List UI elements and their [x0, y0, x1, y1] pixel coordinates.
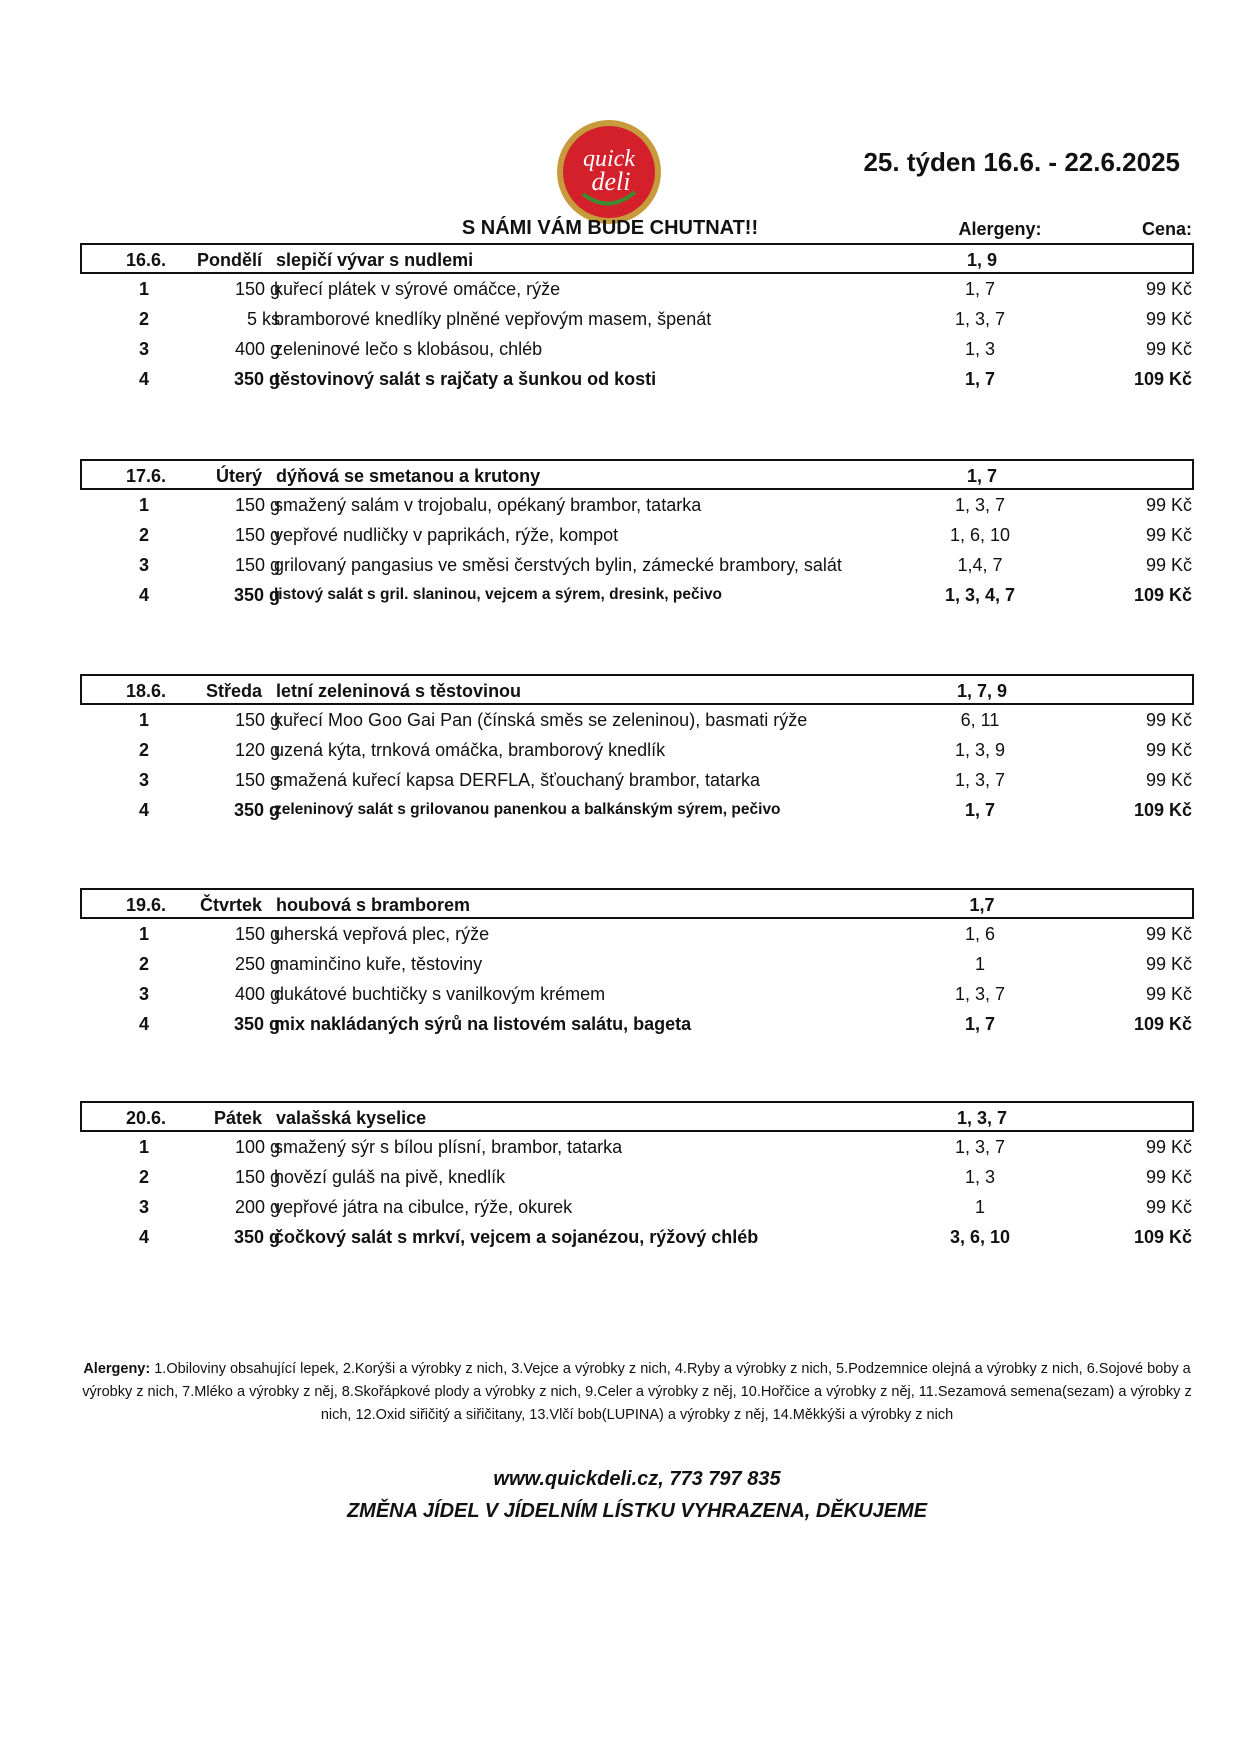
item-price: 99 Kč [1145, 984, 1192, 1004]
item-price: 99 Kč [1145, 525, 1192, 545]
item-quantity: 150 g [234, 770, 280, 790]
item-quantity: 100 g [234, 1137, 280, 1157]
change-notice: ZMĚNA JÍDEL V JÍDELNÍM LÍSTKU VYHRAZENA, DĚKUJEME [346, 1500, 928, 1522]
soup-allergens: 1, 9 [966, 250, 998, 270]
legend-text: 1.Obiloviny obsahující lepek, 2.Korýši a výrobky z nich, 3.Vejce a výrobky z nich, 4.Ryby a výrobky z nich, 5.Podzemnice olejná a výrobky z nich, 6.Sojové boby a výrobky z nich, 7.Mléko a výrobky z něj, 8.Skořápkové plody a výrobky z nich, 9.Celer a výrobky z něj, 10.Hořčice a výrobky z něj, 11.Sezamová semena(sezam) a výrobky z nich, 12.Oxid siřičitý a siřičitany, 13.Vlčí bob(LUPINA) a výrobky z něj, 14.Měkkýši a výrobky z nich [82, 1361, 1192, 1423]
item-name: zeleninový salát s grilovanou panenkou a balkánským sýrem, pečivo [274, 801, 781, 818]
day-header [80, 1101, 1194, 1132]
item-name: uzená kýta, trnková omáčka, bramborový knedlík [274, 740, 666, 760]
quick-deli-logo [555, 118, 663, 226]
item-name: těstovinový salát s rajčaty a šunkou od kosti [274, 369, 657, 389]
item-name: zeleninové lečo s klobásou, chléb [274, 339, 543, 359]
item-price: 99 Kč [1145, 1167, 1192, 1187]
item-allergens: 1, 3 [964, 1167, 996, 1187]
item-allergens: 1, 7 [964, 279, 996, 299]
menu-row [80, 1192, 1194, 1222]
item-quantity: 150 g [234, 710, 280, 730]
item-quantity: 200 g [234, 1197, 280, 1217]
menu-row [80, 304, 1194, 334]
menu-row [80, 979, 1194, 1009]
day-name: Středa [205, 681, 262, 701]
menu-row [80, 1222, 1194, 1252]
item-allergens: 1 [974, 954, 985, 974]
item-quantity: 150 g [234, 279, 280, 299]
item-allergens: 1, 3, 9 [954, 740, 1006, 760]
item-allergens: 1, 3, 4, 7 [944, 585, 1016, 605]
item-price: 99 Kč [1145, 555, 1192, 575]
price-column-header: Cena: [1141, 219, 1192, 239]
soup-name: slepičí vývar s nudlemi [276, 250, 474, 270]
menu-row [80, 580, 1194, 610]
item-quantity: 350 g [233, 800, 280, 820]
item-price: 99 Kč [1145, 309, 1192, 329]
day-header [80, 243, 1194, 274]
soup-allergens: 1,7 [969, 895, 995, 915]
menu-row [80, 520, 1194, 550]
day-section-thursday [80, 888, 1194, 1039]
item-number: 3 [138, 339, 149, 359]
item-quantity: 350 g [233, 1014, 280, 1034]
item-number: 4 [138, 1227, 149, 1247]
item-price: 109 Kč [1133, 800, 1192, 820]
item-allergens: 1,4, 7 [957, 555, 1003, 575]
item-allergens: 1, 3, 7 [954, 984, 1006, 1004]
item-name: čočkový salát s mrkví, vejcem a sojanézou, rýžový chléb [274, 1227, 759, 1247]
day-section-monday [80, 243, 1194, 394]
item-price: 99 Kč [1145, 1197, 1192, 1217]
item-number: 3 [138, 555, 149, 575]
menu-row [80, 949, 1194, 979]
item-price: 99 Kč [1145, 339, 1192, 359]
item-number: 4 [138, 585, 149, 605]
item-quantity: 150 g [234, 525, 280, 545]
item-name: smažená kuřecí kapsa DERFLA, šťouchaný brambor, tatarka [274, 770, 760, 790]
item-quantity: 120 g [234, 740, 280, 760]
day-header [80, 674, 1194, 705]
item-number: 3 [138, 1197, 149, 1217]
item-name: grilovaný pangasius ve směsi čerstvých bylin, zámecké brambory, salát [274, 555, 842, 575]
item-number: 1 [138, 1137, 149, 1157]
item-quantity: 5 ks [246, 309, 280, 329]
menu-row [80, 550, 1194, 580]
item-name: kuřecí plátek v sýrové omáčce, rýže [274, 279, 561, 299]
soup-name: valašská kyselice [276, 1108, 427, 1128]
item-number: 1 [138, 279, 149, 299]
item-number: 4 [138, 800, 149, 820]
item-allergens: 1, 6, 10 [949, 525, 1011, 545]
item-allergens: 1, 3, 7 [954, 1137, 1006, 1157]
item-price: 99 Kč [1145, 924, 1192, 944]
day-header [80, 459, 1194, 490]
item-price: 99 Kč [1145, 1137, 1192, 1157]
item-number: 1 [138, 495, 149, 515]
item-name: mix nakládaných sýrů na listovém salátu, bageta [274, 1014, 692, 1034]
item-name: hovězí guláš na pivě, knedlík [274, 1167, 506, 1187]
menu-row [80, 795, 1194, 825]
item-number: 3 [138, 770, 149, 790]
item-allergens: 1 [974, 1197, 985, 1217]
item-allergens: 6, 11 [960, 710, 1000, 730]
item-quantity: 150 g [234, 555, 280, 575]
menu-row [80, 334, 1194, 364]
item-name: maminčino kuře, těstoviny [274, 954, 483, 974]
item-number: 2 [138, 525, 149, 545]
item-price: 99 Kč [1145, 710, 1192, 730]
item-price: 109 Kč [1133, 1014, 1192, 1034]
item-price: 109 Kč [1133, 585, 1192, 605]
day-date: 17.6. [125, 466, 167, 486]
menu-row [80, 364, 1194, 394]
day-section-wednesday [80, 674, 1194, 825]
item-allergens: 1, 3, 7 [954, 770, 1006, 790]
item-quantity: 150 g [234, 1167, 280, 1187]
day-name: Pátek [213, 1108, 262, 1128]
item-name: smažený sýr s bílou plísní, brambor, tatarka [274, 1137, 623, 1157]
logo-text-quick: quick [583, 146, 635, 172]
item-quantity: 150 g [234, 495, 280, 515]
item-number: 2 [138, 954, 149, 974]
menu-row [80, 765, 1194, 795]
item-quantity: 150 g [234, 924, 280, 944]
week-title: 25. týden 16.6. - 22.6.2025 [863, 147, 1180, 177]
item-number: 1 [138, 710, 149, 730]
soup-allergens: 1, 3, 7 [956, 1108, 1008, 1128]
item-number: 2 [138, 1167, 149, 1187]
item-name: smažený salám v trojobalu, opékaný brambor, tatarka [274, 495, 702, 515]
item-price: 99 Kč [1145, 740, 1192, 760]
item-allergens: 1, 6 [964, 924, 996, 944]
item-allergens: 1, 3 [964, 339, 996, 359]
item-number: 4 [138, 369, 149, 389]
item-number: 1 [138, 924, 149, 944]
soup-allergens: 1, 7 [966, 466, 998, 486]
menu-row [80, 1162, 1194, 1192]
item-price: 99 Kč [1145, 770, 1192, 790]
menu-row [80, 919, 1194, 949]
item-name: bramborové knedlíky plněné vepřovým masem, špenát [274, 309, 712, 329]
item-quantity: 350 g [233, 1227, 280, 1247]
item-price: 99 Kč [1145, 954, 1192, 974]
menu-row [80, 705, 1194, 735]
item-allergens: 1, 7 [964, 1014, 996, 1034]
day-header [80, 888, 1194, 919]
soup-name: dýňová se smetanou a krutony [276, 466, 541, 486]
item-allergens: 1, 3, 7 [954, 495, 1006, 515]
item-quantity: 400 g [234, 984, 280, 1004]
item-quantity: 400 g [234, 339, 280, 359]
item-name: uherská vepřová plec, rýže [274, 924, 490, 944]
item-price: 109 Kč [1133, 369, 1192, 389]
menu-row [80, 490, 1194, 520]
day-date: 19.6. [125, 895, 167, 915]
menu-row [80, 1009, 1194, 1039]
item-price: 99 Kč [1145, 495, 1192, 515]
allergens-column-header: Alergeny: [958, 219, 1042, 239]
item-number: 3 [138, 984, 149, 1004]
item-allergens: 1, 7 [964, 369, 996, 389]
day-date: 20.6. [125, 1108, 167, 1128]
item-number: 2 [138, 740, 149, 760]
day-name: Úterý [215, 466, 262, 486]
legend-label: Alergeny: [83, 1361, 151, 1377]
menu-row [80, 274, 1194, 304]
item-number: 4 [138, 1014, 149, 1034]
item-allergens: 3, 6, 10 [949, 1227, 1011, 1247]
item-name: vepřové nudličky v paprikách, rýže, kompot [274, 525, 619, 545]
item-name: kuřecí Moo Goo Gai Pan (čínská směs se zeleninou), basmati rýže [274, 710, 808, 730]
menu-row [80, 1132, 1194, 1162]
item-quantity: 250 g [234, 954, 280, 974]
item-quantity: 350 g [233, 369, 280, 389]
menu-row [80, 735, 1194, 765]
soup-name: letní zeleninová s těstovinou [276, 681, 522, 701]
day-name: Pondělí [196, 250, 262, 270]
day-section-tuesday [80, 459, 1194, 610]
logo-text-deli: deli [591, 167, 631, 196]
item-allergens: 1, 3, 7 [954, 309, 1006, 329]
item-price: 109 Kč [1133, 1227, 1192, 1247]
allergen-legend [82, 1358, 1192, 1427]
item-name: dukátové buchtičky s vanilkovým krémem [274, 984, 606, 1004]
contact-line: www.quickdeli.cz, 773 797 835 [493, 1468, 781, 1490]
soup-allergens: 1, 7, 9 [956, 681, 1008, 701]
slogan: S NÁMI VÁM BUDE CHUTNAT!! [461, 217, 759, 239]
item-allergens: 1, 7 [964, 800, 996, 820]
item-price: 99 Kč [1145, 279, 1192, 299]
item-name: vepřové játra na cibulce, rýže, okurek [274, 1197, 573, 1217]
day-date: 16.6. [125, 250, 167, 270]
item-quantity: 350 g [233, 585, 280, 605]
day-date: 18.6. [125, 681, 167, 701]
soup-name: houbová s bramborem [276, 895, 471, 915]
item-number: 2 [138, 309, 149, 329]
day-section-friday [80, 1101, 1194, 1252]
day-name: Čtvrtek [199, 895, 262, 915]
item-name: listový salát s gril. slaninou, vejcem a sýrem, dresink, pečivo [274, 586, 722, 603]
